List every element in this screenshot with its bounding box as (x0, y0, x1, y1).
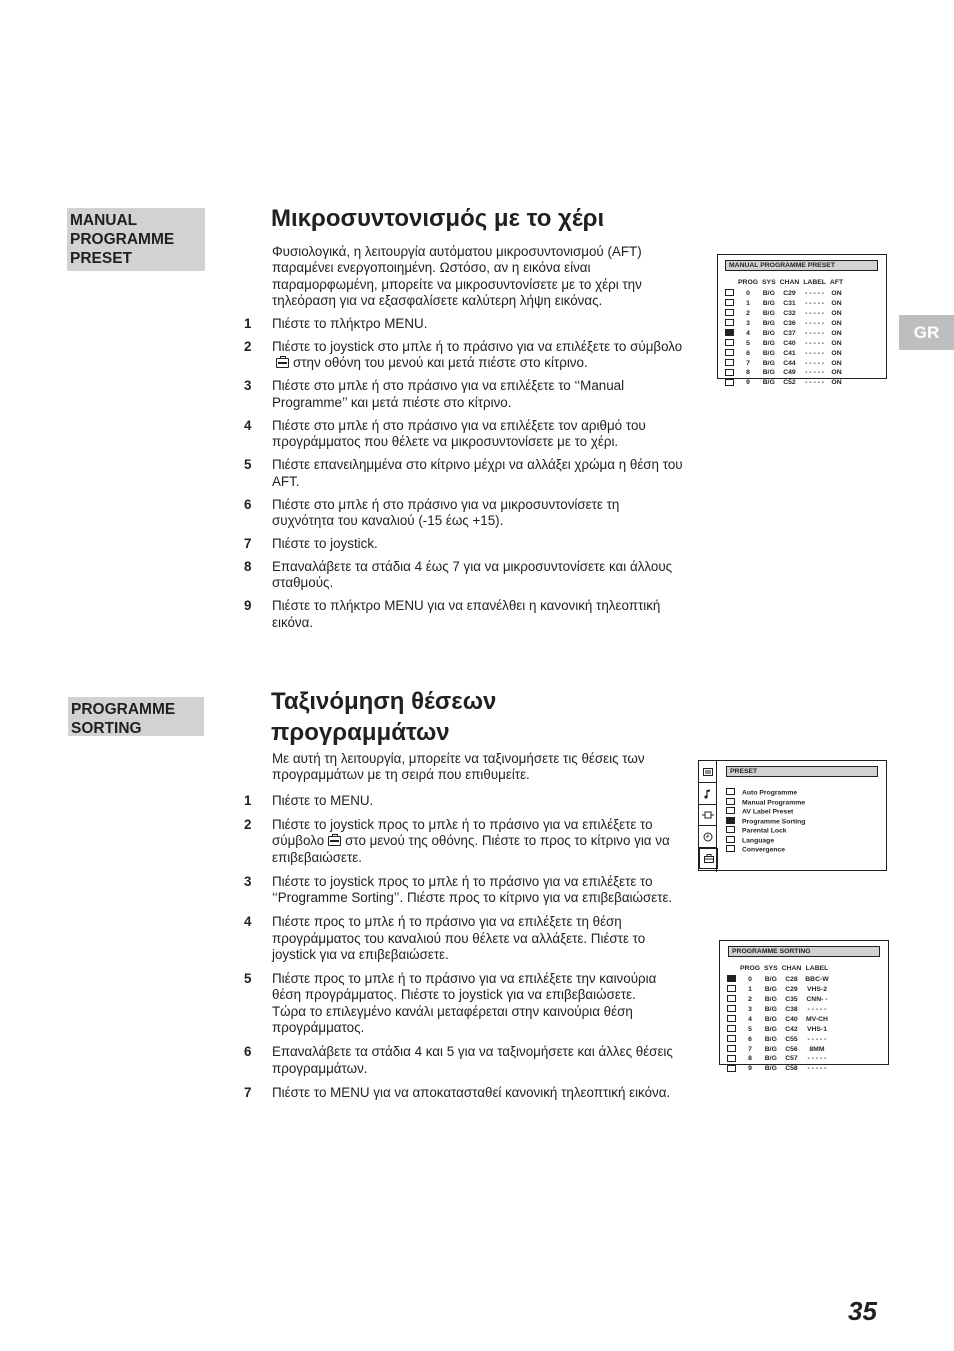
table-row (723, 289, 845, 299)
cell-chan: C35 (785, 995, 798, 1003)
step-item (244, 914, 684, 963)
cell-label: BBC-W (805, 976, 829, 984)
cell-sys: B/G (764, 1015, 777, 1023)
column-header: SYS (762, 279, 776, 286)
cell-sys: B/G (764, 1065, 777, 1073)
step-item (244, 1044, 684, 1077)
cell-chan: C36 (783, 319, 796, 327)
column-header: LABEL (805, 965, 829, 972)
cell-chan: C37 (783, 329, 796, 337)
column-header: PROG (738, 279, 759, 286)
step-number: 1 (244, 316, 252, 331)
step-item (244, 497, 684, 530)
step-item (244, 418, 684, 451)
cell-prog: 4 (748, 1015, 752, 1023)
cell-label: VHS-1 (806, 1025, 827, 1033)
cell-prog: 9 (746, 379, 750, 387)
table-row (723, 339, 845, 349)
table-header-row (725, 965, 831, 975)
cell-aft: ON (831, 290, 842, 298)
step-text: Πιέστε το MENU. (272, 793, 374, 808)
step-text: στο μενού της οθόνης. Πιέστε το προς το κίτρινο για να επιβεβαιώσετε. (272, 833, 670, 865)
cell-label: CNN- - (806, 995, 828, 1003)
cell-aft: ON (831, 359, 842, 367)
step-text: Πιέστε στο μπλε ή στο πράσινο για να επιλέξετε τον αριθμό του προγράμματος που θέλετε να μικροσυντονίσετε με το χέρι. (272, 417, 646, 450)
table-row (723, 379, 845, 389)
preset-menu-icon (328, 836, 341, 846)
cell-chan: C29 (783, 290, 796, 298)
cell-sys: B/G (762, 349, 775, 357)
step-text: στην οθόνη του μενού και μετά πιέστε στο κίτρινο. (293, 355, 588, 371)
column-header: CHAN (779, 279, 800, 286)
osd-preset-items (726, 788, 805, 855)
row-marker (725, 369, 734, 376)
step-number: 9 (244, 598, 252, 614)
step-number: 7 (244, 536, 252, 552)
step-text: Πιέστε το joystick προς το μπλε ή το πράσινο για να επιλέξετε το ‘‘Programme Sorting’’. Πιέστε προς το κίτρινο για να επιβεβαιώσετε. (272, 873, 673, 906)
step-number: 6 (244, 1044, 252, 1060)
step-text: Πιέστε το MENU για να αποκατασταθεί κανονική τηλεοπτική εικόνα. (272, 1084, 671, 1100)
step-number: 1 (244, 793, 252, 808)
cell-chan: C56 (785, 1045, 798, 1053)
step-item (244, 971, 684, 1037)
table-row (725, 1025, 831, 1035)
row-marker (727, 1065, 736, 1072)
table-row (723, 349, 845, 359)
cell-prog: 8 (748, 1055, 752, 1063)
section-title-programme-sorting (271, 686, 496, 748)
cell-sys: B/G (764, 995, 777, 1003)
step-item (244, 316, 684, 332)
steps-list-programme-sorting (244, 793, 684, 1109)
step-item (244, 1085, 684, 1101)
cell-label: - - - - - (807, 1005, 827, 1013)
cell-label: - - - - - (805, 329, 825, 337)
selected-marker (725, 329, 734, 336)
step-text: Πιέστε το πλήκτρο MENU για να επανέλθει η κανονική τηλεοπτική εικόνα. (272, 598, 661, 630)
item-marker (726, 807, 735, 814)
cell-sys: B/G (764, 1045, 777, 1053)
cell-chan: C55 (785, 1035, 798, 1043)
cell-prog: 7 (748, 1045, 752, 1053)
row-marker (727, 995, 736, 1002)
cell-chan: C44 (783, 359, 796, 367)
cell-chan: C41 (783, 349, 796, 357)
page-number: 35 (848, 1296, 877, 1326)
step-item (244, 874, 684, 907)
menu-item (726, 807, 805, 817)
cell-prog: 2 (746, 309, 750, 317)
table-row (723, 319, 845, 329)
cell-chan: C38 (785, 1005, 798, 1013)
cell-prog: 9 (748, 1065, 752, 1073)
table-row (723, 359, 845, 369)
cell-sys: B/G (762, 300, 775, 308)
step-item (244, 559, 684, 592)
step-text: Επαναλάβετε τα στάδια 4 έως 7 για να μικροσυντονίσετε και άλλους σταθμούς. (272, 559, 673, 591)
table-row (723, 309, 845, 319)
cell-chan: C32 (783, 309, 796, 317)
cell-label: - - - - - (805, 369, 825, 377)
cell-label: 8MM (809, 1045, 825, 1053)
section-tag-label: MANUAL PROGRAMME PRESET (70, 212, 175, 267)
menu-item (726, 817, 805, 827)
menu-item (726, 845, 805, 855)
item-marker (726, 836, 735, 843)
menu-item-label: Manual Programme (742, 799, 806, 806)
item-marker (726, 826, 735, 833)
preset-menu-icon (276, 358, 289, 368)
cell-label: - - - - - (805, 300, 825, 308)
section-tag-label: PROGRAMME SORTING (71, 701, 176, 737)
feature-icon (699, 805, 716, 826)
item-marker (726, 845, 735, 852)
step-text: Πιέστε το joystick. (272, 536, 378, 552)
osd-title-bar: PROGRAMME SORTING (728, 946, 880, 957)
osd-preset-menu (698, 760, 887, 871)
table-row (723, 329, 845, 339)
step-number: 2 (244, 817, 252, 832)
cell-label: VHS-2 (806, 986, 827, 994)
step-item (244, 536, 684, 552)
step-number: 7 (244, 1084, 252, 1100)
step-item (244, 598, 684, 631)
menu-item (726, 826, 805, 836)
cell-chan: C40 (783, 339, 796, 347)
table-row (723, 299, 845, 309)
cell-chan: C49 (783, 369, 796, 377)
step-number: 5 (244, 971, 252, 987)
cell-sys: B/G (762, 339, 775, 347)
cell-chan: C52 (783, 379, 796, 387)
step-text: Πιέστε προς το μπλε ή το πράσινο για να επιλέξετε τη θέση προγράμματος του καναλιού που θέλετε να αλλάξετε. Πιέστε το joystick για να επιβεβαιώσετε. (272, 914, 646, 963)
row-marker (725, 289, 734, 296)
cell-chan: C58 (785, 1065, 798, 1073)
step-item (244, 339, 684, 372)
column-header: AFT (829, 279, 844, 286)
step-number: 8 (244, 559, 252, 575)
cell-sys: B/G (762, 329, 775, 337)
item-marker (726, 788, 735, 795)
cell-sys: B/G (762, 290, 775, 298)
cell-aft: ON (831, 339, 842, 347)
title-line-1: Ταξινόμηση θέσεων (271, 688, 497, 715)
table-row (725, 985, 831, 995)
table-row (723, 369, 845, 379)
cell-label: MV-CH (806, 1015, 828, 1023)
cell-aft: ON (831, 309, 842, 317)
table-row (725, 1005, 831, 1015)
row-marker (727, 1055, 736, 1062)
menu-item (726, 836, 805, 846)
cell-sys: B/G (762, 369, 775, 377)
row-marker (725, 359, 734, 366)
table-row (725, 1035, 831, 1045)
cell-prog: 7 (746, 359, 750, 367)
cell-prog: 0 (748, 976, 752, 984)
step-text: Επαναλάβετε τα στάδια 4 και 5 για να ταξινομήσετε και άλλες θέσεις προγραμμάτων. (272, 1044, 673, 1076)
section-intro-fine-tuning: Φυσιολογικά, η λειτουργία αυτόματου μικροσυντονισμού (AFT) παραμένει ενεργοποιημένη. Ωστόσο, αν η εικόνα είναι παραμορφωμένη, μπορείτε να μικροσυντονίσετε με το χέρι την τηλεόραση για να εξασφαλίσετε καλύτερη λήψη εικόνας. (272, 244, 642, 309)
step-item (244, 378, 684, 411)
cell-sys: B/G (762, 379, 775, 387)
column-header: PROG (740, 965, 761, 972)
step-text: Πιέστε στο μπλε ή στο πράσινο για να επιλέξετε το ‘‘Manual Programme’’ και μετά πιέστε στο κίτρινο. (272, 378, 625, 410)
cell-chan: C31 (783, 300, 796, 308)
osd-manual-programme-preset (717, 254, 887, 387)
selected-marker (726, 817, 735, 824)
osd-sorting-table (725, 965, 831, 1074)
step-text: Πιέστε το πλήκτρο MENU. (272, 316, 428, 331)
cell-label: - - - - - (805, 290, 825, 298)
section-tag-manual-programme-preset (67, 208, 205, 271)
cell-sys: B/G (764, 1055, 777, 1063)
cell-prog: 6 (746, 349, 750, 357)
cell-prog: 1 (748, 986, 752, 994)
cell-sys: B/G (762, 319, 775, 327)
table-row (725, 995, 831, 1005)
cell-aft: ON (831, 319, 842, 327)
cell-label: - - - - - (805, 309, 825, 317)
step-number: 4 (244, 914, 252, 930)
cell-chan: C57 (785, 1055, 798, 1063)
cell-label: - - - - - (805, 319, 825, 327)
osd-title-bar: MANUAL PROGRAMME PRESET (725, 260, 878, 271)
menu-item (726, 798, 805, 808)
language-tab-gr: GR (899, 315, 954, 350)
table-row (725, 975, 831, 985)
cell-chan: C40 (785, 1015, 798, 1023)
timer-icon (699, 827, 716, 848)
row-marker (727, 985, 736, 992)
row-marker (727, 1045, 736, 1052)
cell-sys: B/G (764, 976, 777, 984)
row-marker (725, 339, 734, 346)
row-marker (727, 1035, 736, 1042)
menu-item (726, 788, 805, 798)
steps-list-fine-tuning (244, 316, 684, 638)
section-intro-programme-sorting: Με αυτή τη λειτουργία, μπορείτε να ταξινομήσετε τις θέσεις των προγραμμάτων με τη σειρά που επιθυμείτε. (272, 751, 645, 783)
section-title-fine-tuning: Μικροσυντονισμός με το χέρι (271, 205, 605, 232)
step-item (244, 793, 684, 809)
step-number: 3 (244, 378, 252, 394)
step-text: Πιέστε στο μπλε ή στο πράσινο για να μικροσυντονίσετε τη συχνότητα του καναλιού (-15 έως +15). (272, 496, 620, 529)
step-number: 3 (244, 873, 252, 889)
menu-item-label: Parental Lock (742, 827, 787, 835)
cell-label: - - - - - (805, 339, 825, 347)
osd-programme-sorting (719, 940, 889, 1073)
cell-prog: 5 (748, 1025, 752, 1033)
step-text: Πιέστε το joystick προς το μπλε ή το πράσινο για να επιλέξετε το σύμβολο (272, 817, 653, 849)
cell-sys: B/G (762, 359, 775, 367)
step-number: 5 (244, 457, 252, 473)
column-header: CHAN (781, 965, 802, 972)
cell-sys: B/G (762, 309, 775, 317)
row-marker (727, 1025, 736, 1032)
table-row (725, 1015, 831, 1025)
step-text: Πιέστε προς το μπλε ή το πράσινο για να επιλέξετε την καινούρια θέση προγράμματος. Πιέστε το joystick για να επιβεβαιώσετε. (272, 971, 657, 1003)
table-row (725, 1065, 831, 1075)
cell-prog: 5 (746, 339, 750, 347)
cell-prog: 0 (746, 290, 750, 298)
table-row (725, 1055, 831, 1065)
selected-marker (727, 975, 736, 982)
cell-prog: 3 (748, 1005, 752, 1013)
row-marker (725, 319, 734, 326)
step-text: Πιέστε το joystick στο μπλε ή το πράσινο για να επιλέξετε το σύμβολο (272, 339, 683, 354)
cell-sys: B/G (764, 1025, 777, 1033)
cell-chan: C28 (785, 976, 798, 984)
column-header: SYS (764, 965, 778, 972)
menu-item-label: Auto Programme (742, 789, 798, 797)
item-marker (726, 798, 735, 805)
cell-sys: B/G (764, 986, 777, 994)
column-header: LABEL (803, 279, 826, 286)
menu-item-label: Programme Sorting (742, 818, 806, 825)
cell-chan: C42 (785, 1025, 798, 1033)
cell-prog: 8 (746, 369, 750, 377)
table-header-row (723, 279, 845, 289)
cell-aft: ON (831, 329, 842, 337)
row-marker (727, 1005, 736, 1012)
cell-aft: ON (831, 300, 842, 308)
cell-prog: 6 (748, 1035, 752, 1043)
cell-label: - - - - - (807, 1055, 827, 1063)
sound-icon (699, 784, 716, 805)
preset-icon (699, 848, 718, 869)
cell-label: - - - - - (807, 1065, 827, 1073)
step-text: Πιέστε επανειλημμένα στο κίτρινο μέχρι να αλλάξει χρώμα η θέση του AFT. (272, 457, 683, 489)
cell-prog: 1 (746, 300, 750, 308)
row-marker (725, 299, 734, 306)
step-number: 6 (244, 496, 252, 512)
step-item (244, 457, 684, 490)
osd-manual-table (723, 279, 845, 388)
menu-item-label: Convergence (742, 846, 786, 854)
row-marker (725, 309, 734, 316)
step-number: 4 (244, 417, 252, 433)
cell-label: - - - - - (807, 1035, 827, 1043)
cell-prog: 2 (748, 995, 752, 1003)
picture-icon (699, 762, 716, 783)
cell-label: - - - - - (805, 349, 825, 357)
cell-label: - - - - - (805, 359, 825, 367)
step-number: 2 (244, 339, 252, 354)
menu-item-label: Language (742, 837, 775, 844)
section-tag-programme-sorting (68, 697, 204, 736)
title-line-2: προγραμμάτων (271, 719, 450, 746)
row-marker (725, 379, 734, 386)
row-marker (727, 1015, 736, 1022)
cell-prog: 3 (746, 319, 750, 327)
cell-sys: B/G (764, 1035, 777, 1043)
cell-aft: ON (831, 369, 842, 377)
cell-aft: ON (831, 349, 842, 357)
cell-chan: C29 (785, 986, 798, 994)
table-row (725, 1045, 831, 1055)
cell-prog: 4 (746, 329, 750, 337)
step-text-continued: Τώρα το επιλεγμένο κανάλι μεταφέρεται στην καινούρια θέση προγράμματος. (272, 1003, 633, 1036)
osd-title-bar: PRESET (726, 766, 878, 777)
menu-item-label: AV Label Preset (742, 808, 794, 816)
osd-side-icon-column (699, 761, 717, 872)
cell-label: - - - - - (805, 379, 825, 387)
row-marker (725, 349, 734, 356)
step-item (244, 817, 684, 866)
cell-aft: ON (831, 379, 842, 387)
cell-sys: B/G (764, 1005, 777, 1013)
